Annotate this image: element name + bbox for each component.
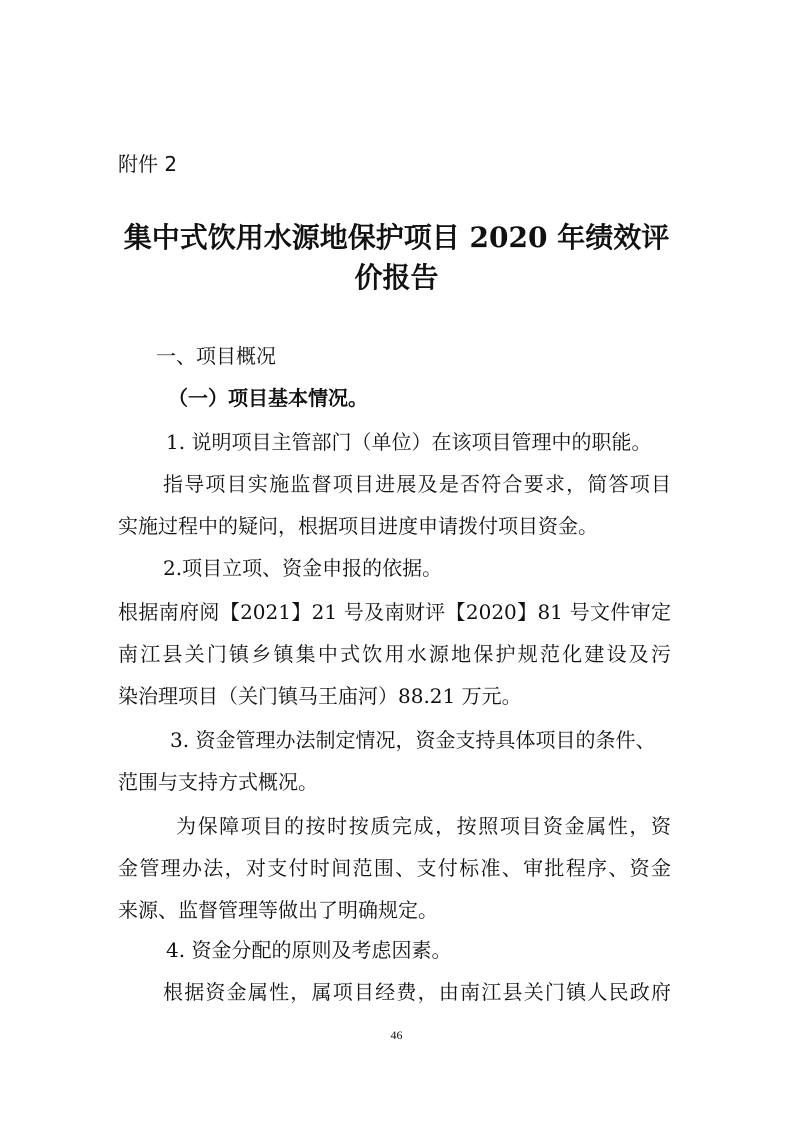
item4-paragraph-line: 根据资金属性，属项目经费，由南江县关门镇人民政府: [163, 980, 671, 1004]
item2-paragraph-line: 染治理项目（关门镇马王庙河）88.21 万元。: [118, 684, 522, 708]
item1-heading: 1. 说明项目主管部门（单位）在该项目管理中的职能。: [166, 430, 652, 454]
page-number: 46: [390, 1028, 403, 1042]
item3-heading: 范围与支持方式概况。: [118, 770, 318, 794]
item3-paragraph-line: 来源、监督管理等做出了明确规定。: [118, 898, 438, 922]
report-title-line-2: 价报告: [354, 261, 439, 294]
item1-paragraph-line: 实施过程中的疑问，根据项目进度申请拨付项目资金。: [118, 514, 598, 538]
item3-paragraph-line: 为保障项目的按时按质完成，按照项目资金属性，资: [176, 814, 671, 838]
item2-heading: 2.项目立项、资金申报的依据。: [163, 556, 443, 580]
item4-heading: 4. 资金分配的原则及考虑因素。: [166, 938, 452, 962]
item2-paragraph-line: 南江县关门镇乡镇集中式饮用水源地保护规范化建设及污: [118, 642, 671, 666]
item1-paragraph-line: 指导项目实施监督项目进展及是否符合要求，简答项目: [163, 472, 671, 496]
section-heading-overview: 一、项目概况: [156, 344, 276, 368]
item3-paragraph-line: 金管理办法，对支付时间范围、支付标准、审批程序、资金: [118, 856, 671, 880]
report-title-line-1: 集中式饮用水源地保护项目 2020 年绩效评: [123, 221, 670, 254]
attachment-label: 附件 2: [118, 152, 178, 176]
subsection-heading-basic-info: （一）项目基本情况。: [168, 386, 368, 410]
item2-paragraph-line: 根据南府阅【2021】21 号及南财评【2020】81 号文件审定: [118, 600, 671, 624]
item3-heading: 3. 资金管理办法制定情况，资金支持具体项目的条件、: [170, 728, 656, 752]
